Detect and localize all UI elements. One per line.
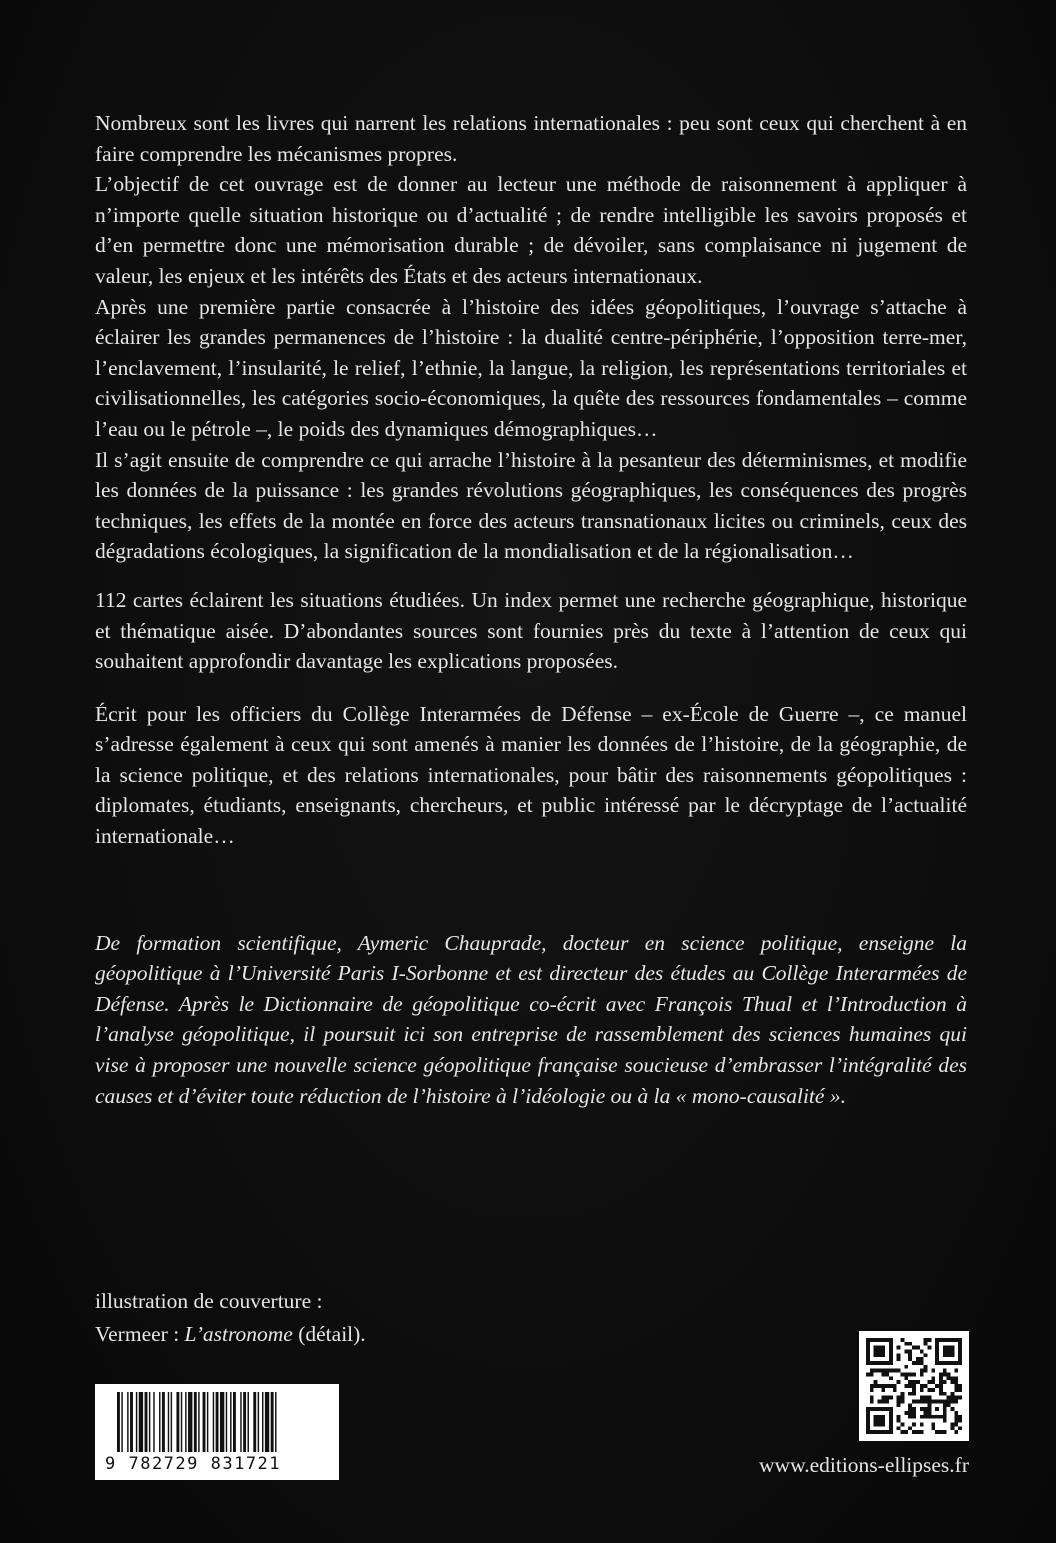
paragraph-first-part: Après une première partie consacrée à l’histoire des idées géopolitiques, l’ouvrage s’attache à éclairer les grandes permanences de l’histoire : la dualité centre-périphérie, l’opposition terre-mer, l’enclavement, l’insularité, le relief, l’ethnie, la langue, la religion, les représentations territoriales et civilisationnelles, les catégories socio-économiques, la quête des ressources fondamentales – comme l’eau ou le pétrole –, le poids des dynamiques démographiques… <box>95 294 967 441</box>
paragraph-intro: Nombreux sont les livres qui narrent les relations internationales : peu sont ceux qui cherchent à en faire comprendre les mécanismes propres. <box>95 111 967 166</box>
illustration-detail: (détail). <box>292 1322 366 1346</box>
paragraph-audience: Écrit pour les officiers du Collège Interarmées de Défense – ex-École de Guerre –, ce manuel s’adresse également à ceux qui sont amenés à manier les données de l’histoire, de la géographie, de la science politique, et des relations internationales, pour bâtir des raisonnements géopolitiques : diplomates, étudiants, enseignants, chercheurs, et public intéressé par le décryptage de l’actualité internationale… <box>95 701 967 849</box>
illustration-heading: illustration de couverture : <box>95 1289 323 1313</box>
illustration-artist: Vermeer : <box>95 1322 185 1346</box>
author-bio: De formation scientifique, Aymeric Chauprade, docteur en science politique, enseigne la géopolitique à l’Université Paris I-Sorbonne et est directeur des études au Collège Interarmées de Défense. Après le Dictionnaire de géopolitique co-écrit avec François Thual et l’Introduction à l’analyse géopolitique, il poursuit ici son entreprise de rassemblement des sciences humaines qui vise à proposer une nouvelle science géopolitique française soucieuse d’embrasser l’intégralité des causes et d’éviter toute réduction de l’histoire à l’idéologie ou à la « mono-causalité ». <box>95 930 967 1108</box>
qr-code-graphic <box>866 1338 962 1434</box>
barcode-icon <box>117 1392 321 1452</box>
paragraph-maps: 112 cartes éclairent les situations étudiées. Un index permet une recherche géographique, historique et thématique aisée. D’abondantes sources sont fournies près du texte à l’attention de ceux qui souhaitent approfondir davantage les explications proposées. <box>95 587 967 674</box>
spacer <box>95 852 967 928</box>
paragraph-second-part: Il s’agit ensuite de comprendre ce qui arrache l’histoire à la pesanteur des déterminismes, et modifie les données de la puissance : les grandes révolutions géographiques, les conséquences des progrès techniques, les effets de la montée en force des acteurs transnationaux licites ou criminels, ceux des dégradations écologiques, la signification de la mondialisation et de la régionalisation… <box>95 447 967 564</box>
qr-code-icon <box>859 1331 969 1441</box>
cover-illustration-credit <box>95 1285 366 1351</box>
blurb-text <box>95 108 967 1111</box>
isbn-barcode-label <box>95 1384 339 1480</box>
illustration-caption <box>95 1318 366 1351</box>
paragraph-objective: L’objectif de cet ouvrage est de donner au lecteur une méthode de raisonnement à appliquer à n’importe quelle situation historique ou d’actualité ; de rendre intelligible les savoirs proposés et d’en permettre donc une mémorisation durable ; de dévoiler, sans complaisance ni jugement de valeur, les enjeux et les intérêts des États et des acteurs internationaux. <box>95 172 967 288</box>
spacer <box>95 567 967 585</box>
publisher-url: www.editions-ellipses.fr <box>759 1453 969 1477</box>
isbn-digits: 9 782729 831721 <box>105 1454 282 1474</box>
illustration-work: L’astronome <box>184 1322 293 1346</box>
spacer <box>95 677 967 699</box>
